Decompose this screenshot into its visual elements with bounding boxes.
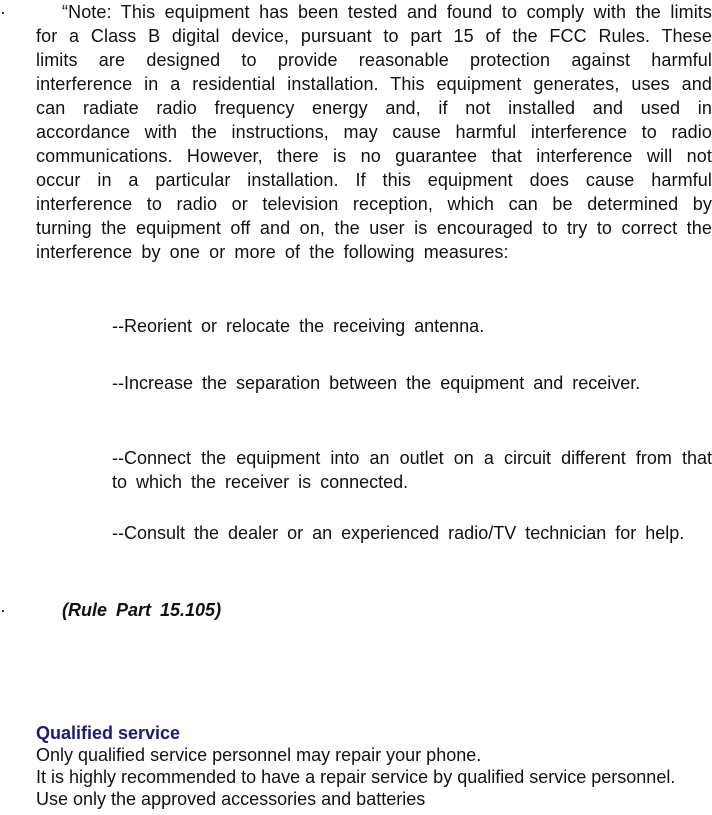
rule-bullet: ·	[0, 600, 6, 620]
qualified-service-line: It is highly recommended to have a repair service by qualified service personnel. Use only the approved accessories and batteries	[36, 767, 676, 809]
qualified-service-line: Only qualified service personnel may repair your phone.	[36, 745, 482, 765]
measure-item: --Consult the dealer or an experienced radio/TV technician for help.	[112, 523, 685, 543]
measure-item: --Increase the separation between the equipment and receiver.	[112, 373, 641, 393]
qualified-service-body	[36, 744, 712, 810]
fcc-bullet: ·	[0, 2, 6, 22]
qualified-service-heading: Qualified service	[36, 723, 181, 743]
fcc-statement: “Note: This equipment has been tested and found to comply with the limits for a Class B digital device, pursuant to part 15 of the FCC Rules. These limits are designed to provide reasonable protection against harmful interference in a residential installation. This equipment generates, uses and can radiate radio frequency energy and, if not installed and used in accordance with the instructions, may cause harmful interference to radio communications. However, there is no guarantee that interference will not occur in a particular installation. If this equipment does cause harmful interference to radio or television reception, which can be determined by turning the equipment off and on, the user is encouraged to try to correct the interference by one or more of the following measures:	[36, 2, 712, 262]
measure-item: --Connect the equipment into an outlet on a circuit different from that to which the receiver is connected.	[112, 448, 712, 492]
measure-item: --Reorient or relocate the receiving antenna.	[112, 316, 485, 336]
rule-reference: (Rule Part 15.105)	[62, 600, 222, 620]
